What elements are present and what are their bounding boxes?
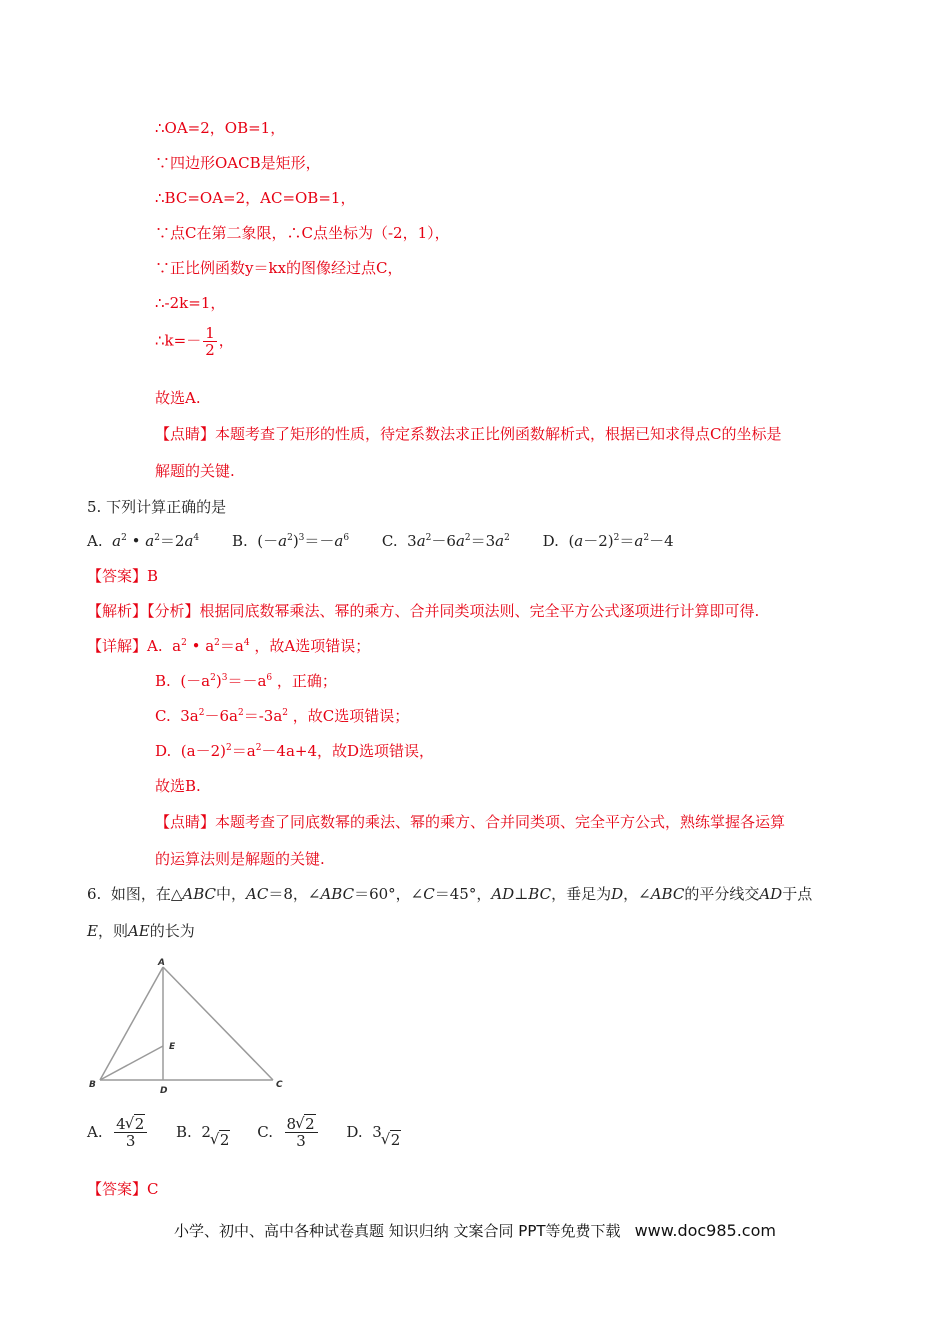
q5-comment-line2: 的运算法则是解题的关键. [155, 850, 325, 868]
q6-option-d: D. 3√ 2 [346, 1123, 401, 1141]
q5-option-a: A. $a^2$ • $a^2=2a^4$ [87, 532, 200, 550]
label-b: B [89, 1080, 96, 1090]
q5-option-c: C. $3a^2-6a^2=3a^2$ [381, 532, 510, 550]
q5-choose: 故选B. [155, 777, 201, 795]
triangle-figure [85, 955, 300, 1100]
label-c: C [276, 1080, 283, 1090]
q6-stem-line2: E，则AE的长为 [87, 922, 195, 940]
k-prefix: ∴k=－ [155, 331, 202, 350]
q6-option-a: A. $\frac{4√ 2}{3}$ [87, 1123, 154, 1141]
q6-options [87, 1116, 429, 1149]
q6-option-c: C. $\frac{8√ 2}{3}$ [257, 1123, 324, 1141]
q5-option-d: D. $(a-2)^2=a^2-4$ [542, 532, 674, 550]
solution-step-6: ∴-2k=1， [155, 294, 226, 312]
solution-step-5: ∵正比例函数y＝kx的图像经过点C， [155, 259, 403, 277]
solution-step-3: ∴BC=OA=2，AC=OB=1， [155, 189, 356, 207]
solution-step-2: ∵四边形OACB是矩形， [155, 154, 321, 172]
solution-step-4: ∵点C在第二象限，∴C点坐标为（-2，1）， [155, 224, 450, 242]
label-d: D [160, 1086, 168, 1096]
footer-text: 小学、初中、高中各种试卷真题 知识归纳 文案合同 PPT等免费下载 [174, 1222, 621, 1240]
edge-ac [163, 967, 273, 1080]
q5-comment: 【点睛】本题考查了同底数幂的乘法、幂的乘方、合并同类项、完全平方公式，熟练掌握各运算 [155, 813, 786, 831]
q5-detail-d: D. $(a-2)^2=a^2-4a+4$，故D选项错误， [155, 742, 435, 760]
q6-answer: 【答案】C [87, 1180, 159, 1198]
q4-comment-line2: 解题的关键. [155, 462, 235, 480]
q5-analysis: 【解析】【分析】根据同底数幂乘法、幂的乘方、合并同类项法则、完全平方公式逐项进行计算即可得. [87, 602, 760, 620]
q6-option-b: B. 2√ 2 [176, 1123, 230, 1141]
q4-choose: 故选A. [155, 389, 201, 407]
q5-option-b: B. $(-a^2)^3=-a^6$ [231, 532, 350, 550]
k-fraction: $\frac{1}{2}$ [205, 324, 215, 359]
solution-step-k: ∴k=－ $\frac{1}{2}$ ， [155, 324, 234, 359]
q5-options [87, 531, 702, 551]
q5-answer: 【答案】B [87, 567, 159, 585]
q4-comment: 【点睛】本题考查了矩形的性质，待定系数法求正比例函数解析式，根据已知求得点C的坐标是 [155, 425, 782, 443]
label-a: A [158, 958, 165, 968]
q5-detail-c: C. $3a^2-6a^2=-3a^2$ ，故C选项错误； [155, 707, 410, 725]
q6-stem-line1: 6. 如图，在△ABC中，AC＝8，∠ABC＝60°，∠C＝45°，AD⊥BC，垂足为D，∠ABC的平分线交AD于点 [87, 885, 813, 903]
solution-step-1: ∴OA=2，OB=1， [155, 119, 286, 137]
q5-detail-b: B. $(-a^2)^3=-a^6$ ，正确； [155, 672, 337, 690]
q5-detail-a: 【详解】A. $a^2$ • $a^2=a^4$ ，故A选项错误； [87, 637, 371, 655]
footer-site-link[interactable]: www.doc985.com [634, 1221, 776, 1240]
label-e: E [169, 1042, 176, 1052]
page-footer [0, 1220, 950, 1241]
q5-stem: 5. 下列计算正确的是 [87, 498, 227, 516]
